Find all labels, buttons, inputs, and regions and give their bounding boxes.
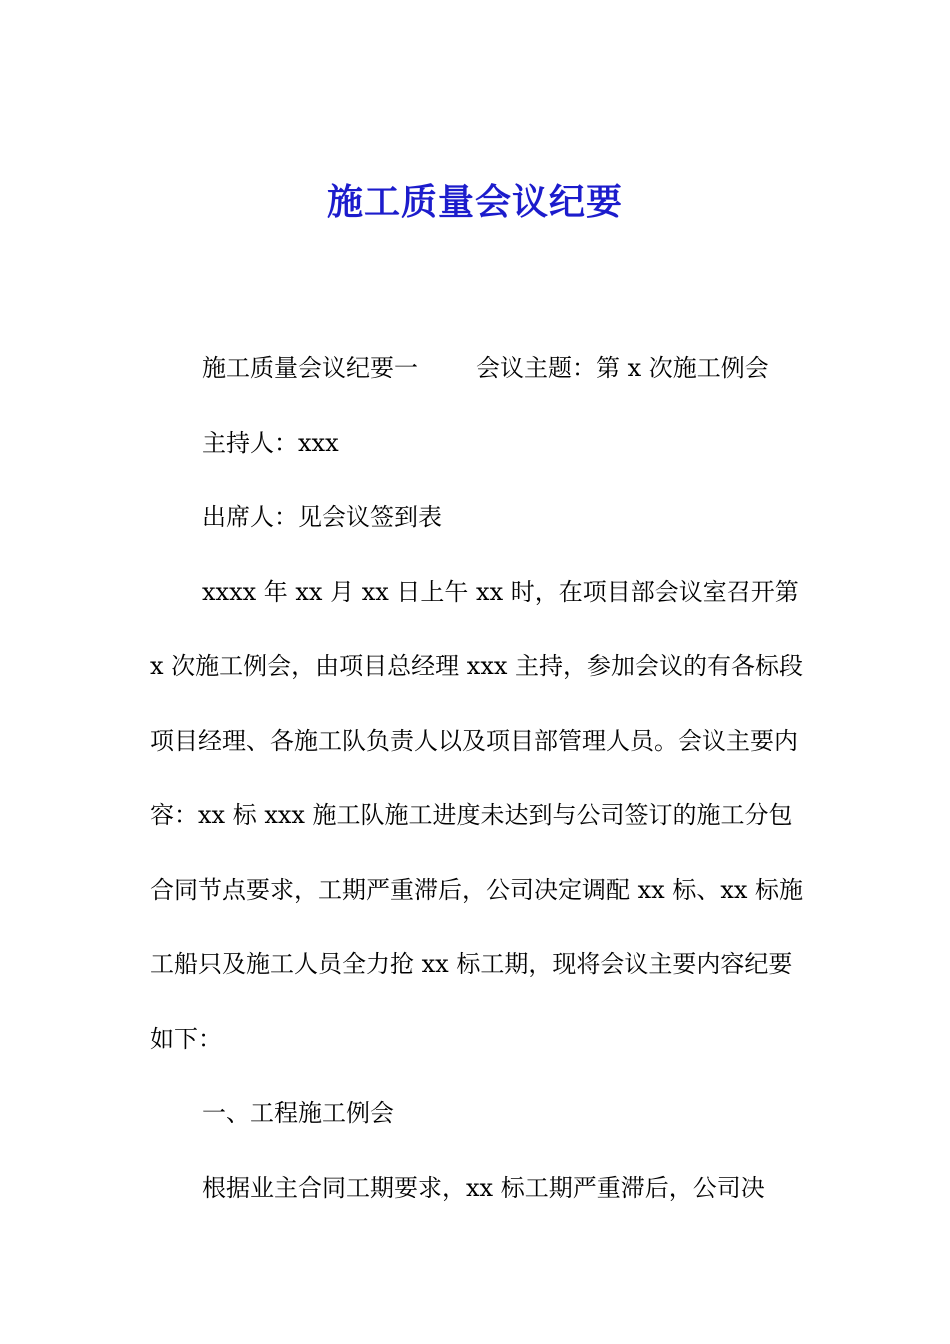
main-body-paragraph: xxxx 年 xx 月 xx 日上午 xx 时，在项目部会议室召开第 x 次施工例会，由项目总经理 xxx 主持，参加会议的有各标段项目经理、各施工队负责人以及项目部管理人员。会议主要内容：xx 标 xxx 施工队施工进度未达到与公司签订的施工分包合同节点要求，工期严重滞后，公司决定调配 xx 标、xx 标施工船只及施工人员全力抢 xx 标工期，现将会议主要内容纪要如下： bbox=[150, 577, 804, 1053]
section-1-heading: 一、工程施工例会 bbox=[202, 1099, 394, 1127]
meeting-topic-text: 会议主题：第 x 次施工例会 bbox=[476, 354, 769, 382]
intro-paragraph bbox=[150, 331, 810, 406]
intro-left-text: 施工质量会议纪要一 bbox=[202, 354, 418, 382]
host-paragraph: 主持人：xxx bbox=[202, 428, 339, 457]
attendees-paragraph: 出席人：见会议签到表 bbox=[202, 503, 442, 531]
section-1-paragraph: 根据业主合同工期要求，xx 标工期严重滞后，公司决 bbox=[202, 1173, 765, 1202]
document-body bbox=[150, 331, 810, 1225]
document-title: 施工质量会议纪要 bbox=[326, 181, 623, 223]
